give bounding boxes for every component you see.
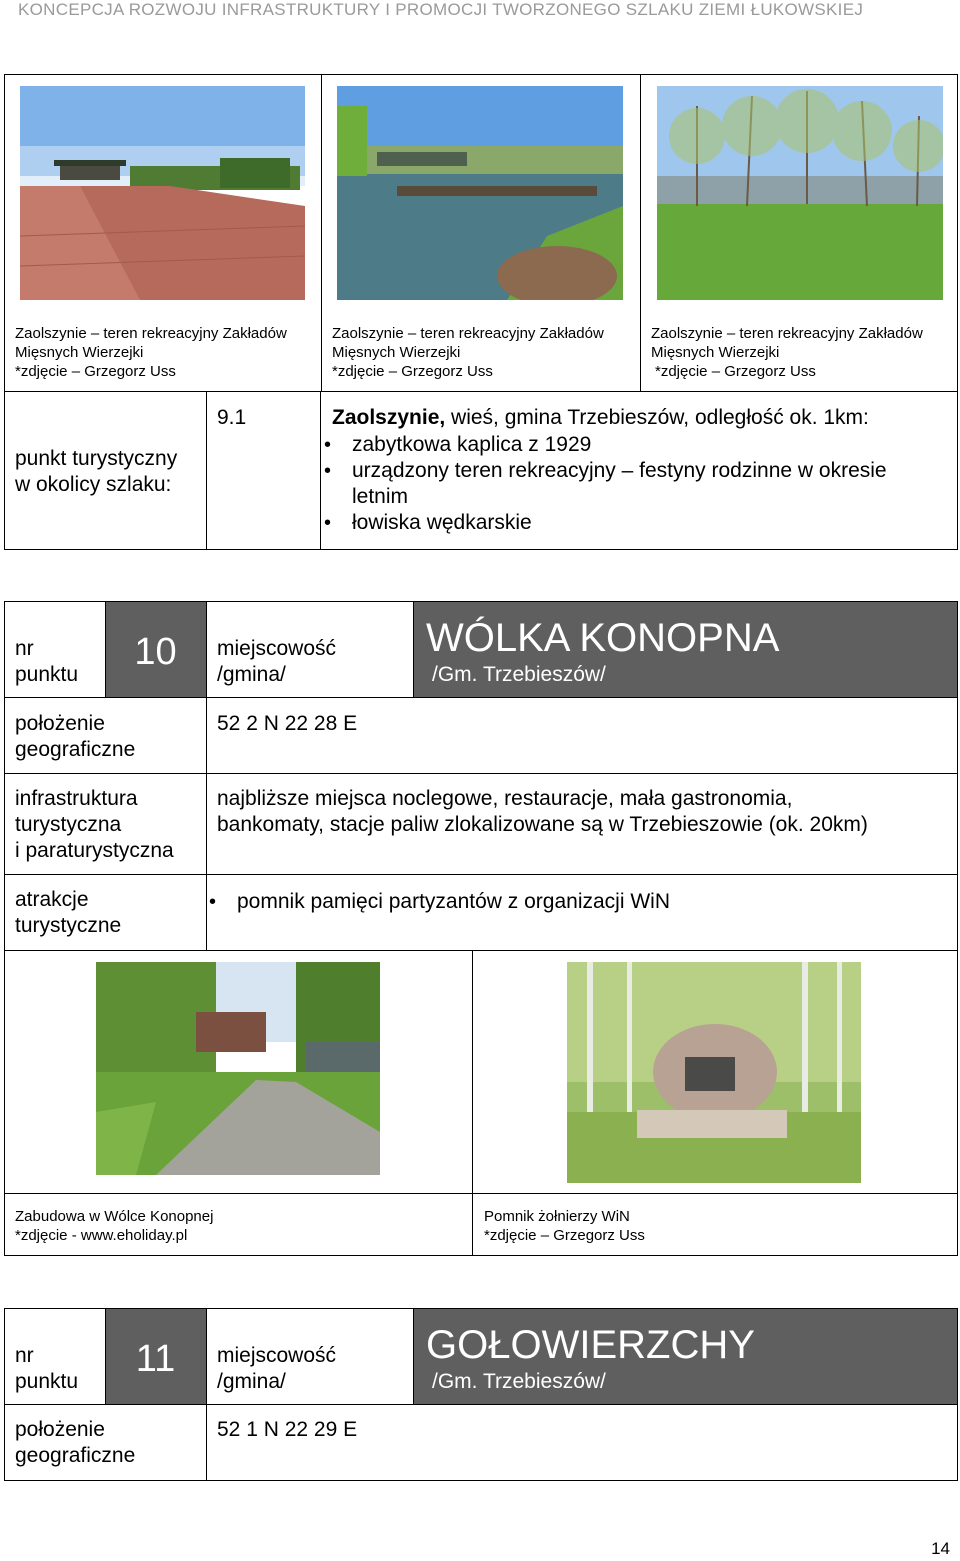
geo-label: położenie geograficzne — [15, 1418, 136, 1467]
place-name: GOŁOWIERZCHY — [426, 1323, 755, 1367]
photo-caption: Zaolszynie – teren rekreacyjny Zakładów Mięsnych Wierzejki *zdjęcie – Grzegorz Uss — [15, 325, 287, 380]
photo-caption: Pomnik żołnierzy WiN *zdjęcie – Grzegorz Uss — [484, 1208, 645, 1244]
nearby-bullet-list — [320, 432, 940, 536]
geo-coordinates: 52 1 N 22 29 E — [217, 1418, 358, 1441]
list-item: • pomnik pamięci partyzantów z organizacji WiN — [205, 889, 945, 915]
photo-caption: Zaolszynie – teren rekreacyjny Zakładów Mięsnych Wierzejki *zdjęcie – Grzegorz Uss — [332, 325, 604, 380]
photo-pond — [337, 86, 623, 300]
list-item: • łowiska wędkarskie — [320, 510, 940, 536]
infra-label: infrastruktura turystyczna i paraturystyczna — [15, 787, 174, 862]
geo-label: położenie geograficzne — [15, 712, 136, 761]
gmina-name: /Gm. Trzebieszów/ — [432, 1370, 606, 1393]
infra-text: najbliższe miejsca noclegowe, restauracje, mała gastronomia, bankomaty, stacje paliw zlokalizowane są w Trzebieszowie (ok. 20km) — [217, 787, 868, 836]
photo-village-road — [96, 962, 380, 1175]
photo-win-monument — [567, 962, 861, 1183]
attractions-label: atrakcje turystyczne — [15, 888, 122, 937]
attractions-list — [205, 889, 945, 915]
list-item: • urządzony teren rekreacyjny – festyny rodzinne w okresie letnim — [320, 458, 940, 510]
gmina-name: /Gm. Trzebieszów/ — [432, 663, 606, 686]
page-number: 14 — [931, 1539, 950, 1558]
nr-punktu-label: nr punktu — [15, 637, 79, 686]
nearby-label: punkt turystyczny w okolicy szlaku: — [15, 447, 178, 496]
photo-lake-trees — [657, 86, 943, 300]
miejscowosc-label: miejscowość /gmina/ — [217, 637, 337, 686]
photo-promenade — [20, 86, 305, 300]
photo-caption: Zabudowa w Wólce Konopnej *zdjęcie - www.eholiday.pl — [15, 1208, 214, 1244]
point-number: 11 — [135, 1338, 176, 1380]
photo-caption: Zaolszynie – teren rekreacyjny Zakładów Mięsnych Wierzejki *zdjęcie – Grzegorz Uss — [651, 325, 923, 380]
place-name: WÓLKA KONOPNA — [426, 616, 780, 660]
list-item: • zabytkowa kaplica z 1929 — [320, 432, 940, 458]
running-header: KONCEPCJA ROZWOJU INFRASTRUKTURY I PROMOCJI TWORZONEGO SZLAKU ZIEMI ŁUKOWSKIEJ — [18, 0, 864, 19]
geo-coordinates: 52 2 N 22 28 E — [217, 712, 358, 735]
nearby-number: 9.1 — [217, 406, 247, 429]
point-number: 10 — [134, 631, 177, 673]
nr-punktu-label: nr punktu — [15, 1344, 79, 1393]
nearby-place: Zaolszynie, wieś, gmina Trzebieszów, odległość ok. 1km: — [332, 406, 869, 429]
miejscowosc-label: miejscowość /gmina/ — [217, 1344, 337, 1393]
